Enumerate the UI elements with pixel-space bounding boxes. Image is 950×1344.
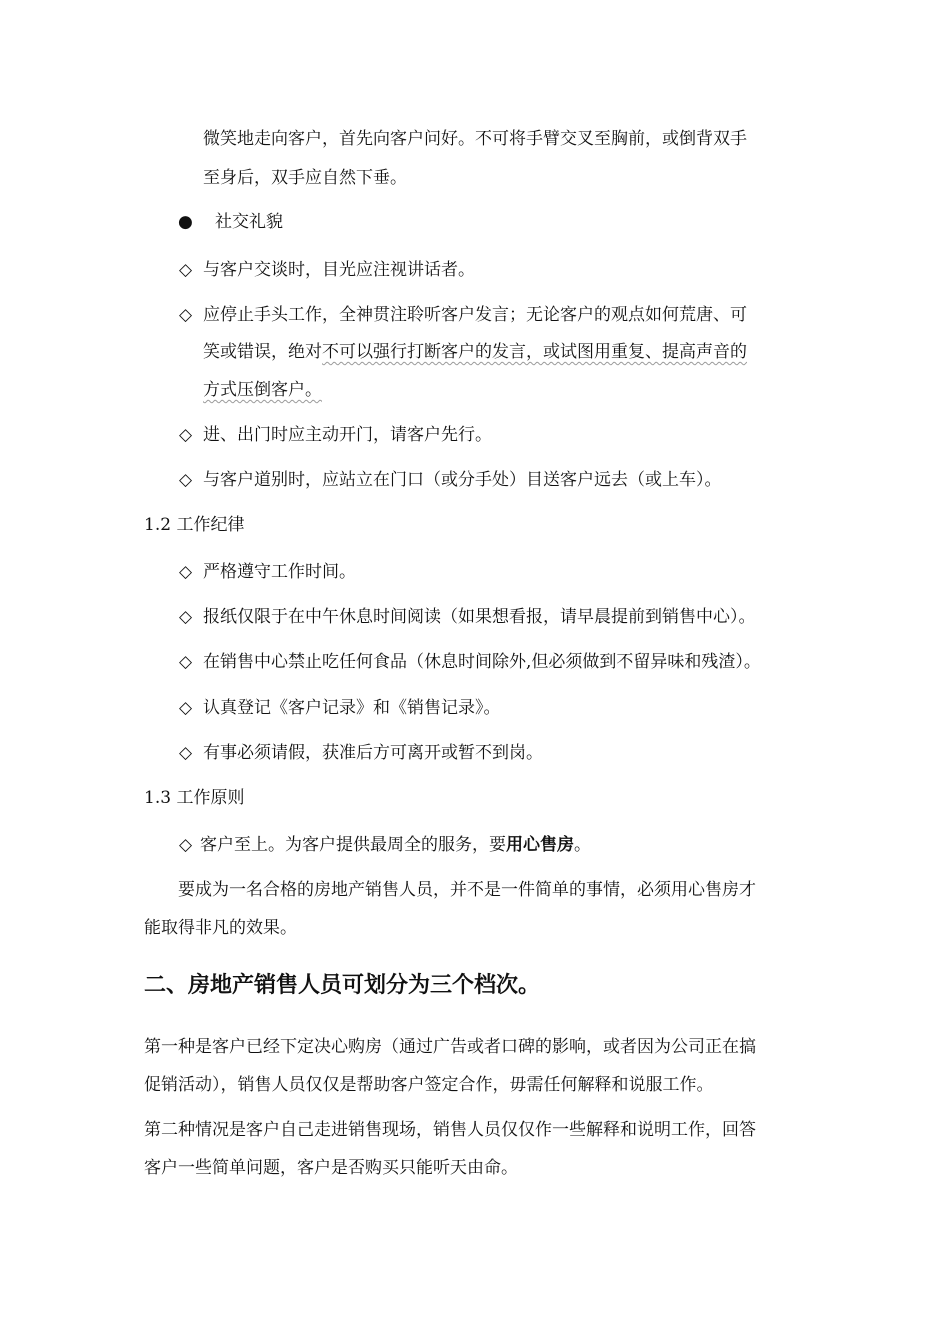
social-item-2-line-3-text: 方式压倒客户。: [203, 380, 322, 400]
social-item-2-line-1: 应停止手头工作，全神贯注聆听客户发言；无论客户的观点如何荒唐、可: [203, 305, 747, 325]
diamond-icon: ◇: [179, 305, 193, 325]
diamond-icon: ◇: [179, 698, 193, 718]
section-heading-principle: 1.3 工作原则: [144, 788, 245, 808]
diamond-icon: ◇: [179, 743, 193, 763]
diamond-icon: ◇: [179, 425, 193, 445]
intro-line-2: 至身后，双手应自然下垂。: [203, 168, 407, 188]
social-item-2-line-3: [203, 380, 322, 400]
principle-item-1-bold: 用心售房: [506, 835, 574, 855]
diamond-icon: ◇: [179, 470, 193, 490]
section-heading-discipline: 1.2 工作纪律: [144, 515, 245, 535]
social-item-4: 与客户道别时，应站立在门口（或分手处）目送客户远去（或上车）。: [203, 470, 722, 490]
principle-item-1: [200, 835, 591, 855]
bullet-icon: ●: [178, 212, 193, 232]
diamond-icon: ◇: [179, 652, 193, 672]
diamond-icon: ◇: [179, 607, 193, 627]
section-2-p1-line-1: 第一种是客户已经下定决心购房（通过广告或者口碑的影响，或者因为公司正在搞: [144, 1037, 756, 1057]
section-2-heading: 二、房地产销售人员可划分为三个档次。: [144, 973, 541, 998]
social-item-1: 与客户交谈时，目光应注视讲话者。: [203, 260, 475, 280]
discipline-item-3: 在销售中心禁止吃任何食品（休息时间除外,但必须做到不留异味和残渣）。: [203, 652, 761, 672]
social-item-3: 进、出门时应主动开门，请客户先行。: [203, 425, 492, 445]
social-item-2-line-2a: 笑或错误，绝对: [203, 342, 322, 362]
section-2-p2-line-1: 第二种情况是客户自己走进销售现场，销售人员仅仅作一些解释和说明工作，回答: [144, 1120, 756, 1140]
principle-para-line-1: 要成为一名合格的房地产销售人员，并不是一件简单的事情，必须用心售房才: [178, 880, 756, 900]
section-2-p1-line-2: 促销活动），销售人员仅仅是帮助客户签定合作，毋需任何解释和说服工作。: [144, 1075, 714, 1095]
social-item-2-line-2b: 不可以强行打断客户的发言，或试图用重复、提高声音的: [322, 342, 747, 362]
discipline-item-5: 有事必须请假，获准后方可离开或暂不到岗。: [203, 743, 543, 763]
diamond-icon: ◇: [179, 260, 193, 280]
discipline-item-1: 严格遵守工作时间。: [203, 562, 356, 582]
intro-line-1: 微笑地走向客户，首先向客户问好。不可将手臂交叉至胸前，或倒背双手: [203, 129, 747, 149]
section-title-social: 社交礼貌: [215, 212, 283, 232]
section-2-p2-line-2: 客户一些简单问题，客户是否购买只能听天由命。: [144, 1158, 518, 1178]
principle-para-line-2: 能取得非凡的效果。: [144, 918, 297, 938]
principle-item-1-post: 。: [574, 835, 591, 855]
diamond-icon: ◇: [179, 835, 193, 855]
social-item-2-line-2: [203, 342, 747, 362]
diamond-icon: ◇: [179, 562, 193, 582]
discipline-item-2: 报纸仅限于在中午休息时间阅读（如果想看报，请早晨提前到销售中心）。: [203, 607, 756, 627]
discipline-item-4: 认真登记《客户记录》和《销售记录》。: [203, 698, 501, 718]
principle-item-1-pre: 客户至上。为客户提供最周全的服务，要: [200, 835, 506, 855]
